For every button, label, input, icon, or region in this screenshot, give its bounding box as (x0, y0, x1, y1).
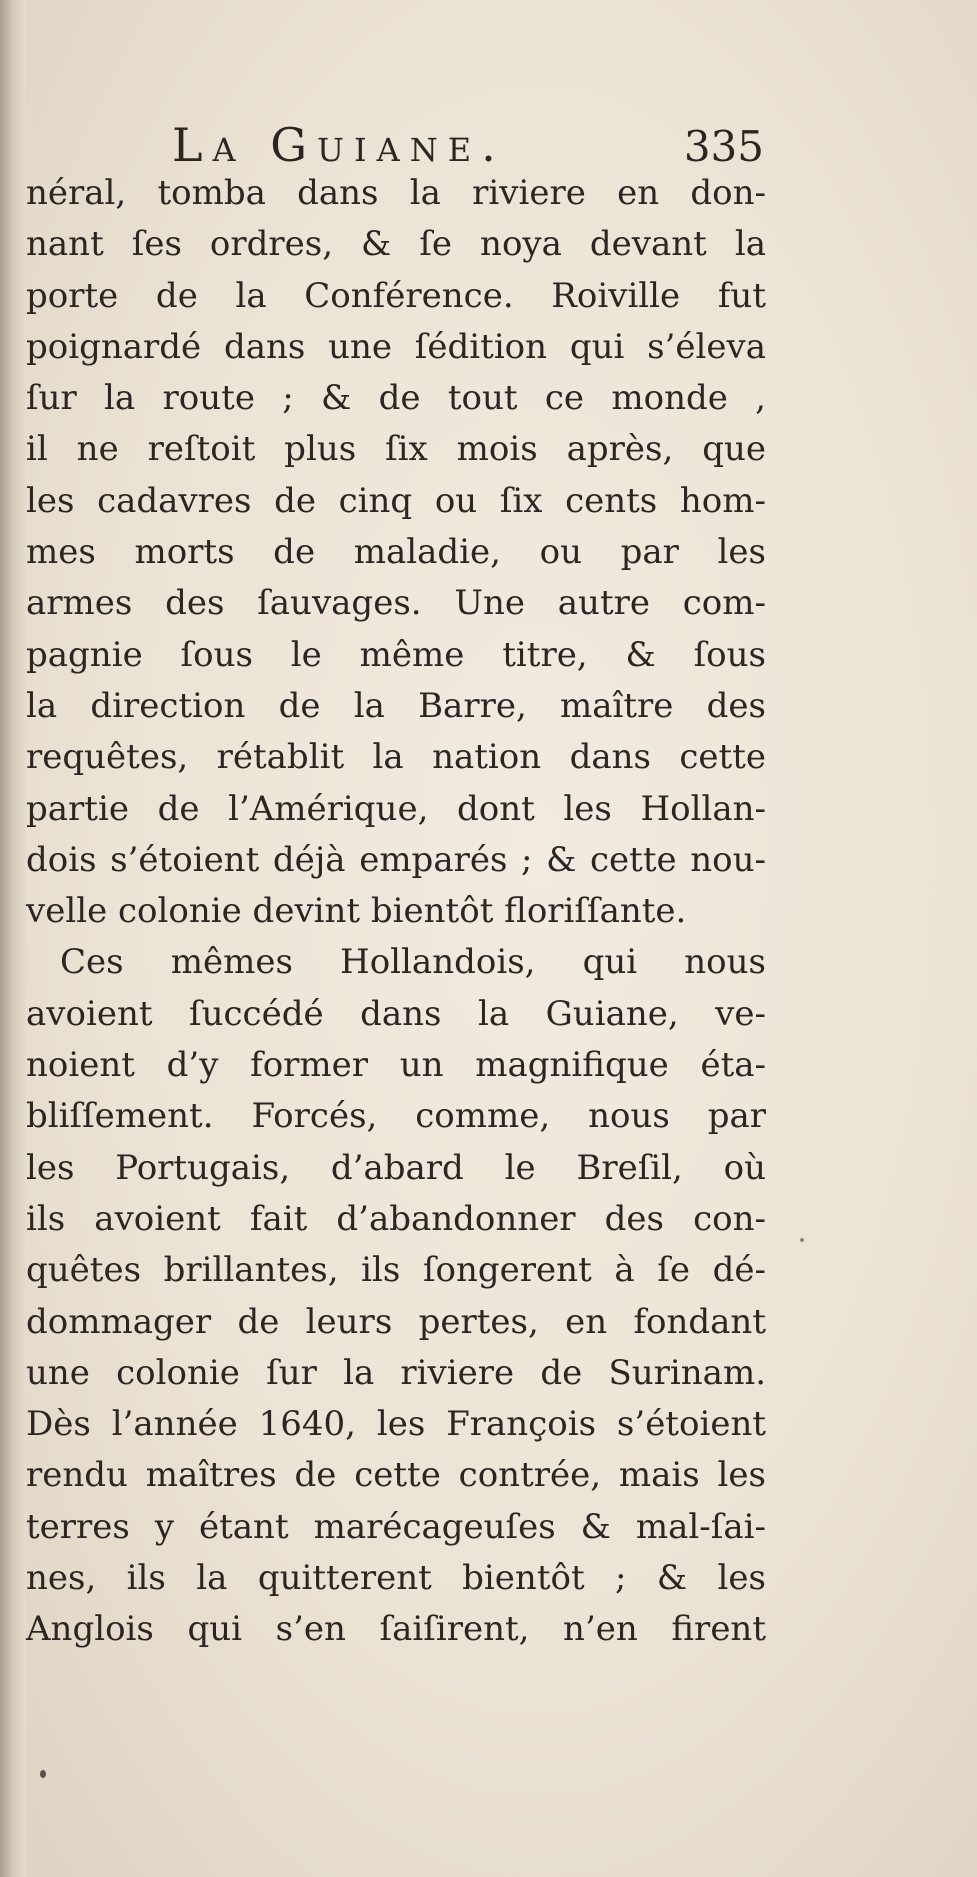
text-line: la direction de la Barre, maître des (26, 685, 766, 726)
running-title: La Guiane. (172, 118, 506, 172)
text-line: porte de la Conférence. Roiville fut (26, 275, 766, 316)
text-line: terres y étant marécageuſes & mal-ſai- (26, 1506, 766, 1547)
text-line: nes, ils la quitterent bientôt ; & les (26, 1558, 766, 1599)
ink-speck (800, 1238, 804, 1242)
text-line: les Portugais, d’abard le Breſil, où (26, 1147, 766, 1188)
text-line: poignardé dans une ſédition qui s’éleva (26, 326, 766, 367)
text-line: noient d’y former un magnifique éta- (26, 1045, 766, 1086)
text-line: bliſſement. Forcés, comme, nous par (26, 1096, 766, 1137)
text-line: dommager de leurs pertes, en fondant (26, 1301, 766, 1342)
text-line: velle colonie devint bientôt floriſſante. (26, 891, 687, 932)
text-line: nant ſes ordres, & ſe noya devant la (26, 224, 766, 265)
ink-speck (40, 1770, 46, 1778)
text-line: dois s’étoient déjà emparés ; & cette nou- (26, 839, 766, 880)
text-line: il ne reſtoit plus ſix mois après, que (26, 429, 766, 470)
text-line: Anglois qui s’en ſaiſirent, n’en firent (26, 1609, 766, 1650)
page-number: 335 (683, 122, 764, 171)
text-line: les cadavres de cinq ou ſix cents hom- (26, 480, 766, 521)
text-line: Ces mêmes Hollandois, qui nous (60, 942, 766, 983)
text-line: rendu maîtres de cette contrée, mais les (26, 1455, 766, 1496)
text-line: avoient ſuccédé dans la Guiane, ve- (26, 993, 766, 1034)
text-line: pagnie ſous le même titre, & ſous (26, 634, 766, 675)
text-line: ſur la route ; & de tout ce monde , (26, 378, 766, 419)
text-line: quêtes brillantes, ils ſongerent à ſe dé- (26, 1250, 766, 1291)
page-gutter (0, 0, 26, 1877)
text-line: mes morts de maladie, ou par les (26, 532, 766, 573)
body-text (26, 168, 766, 1656)
text-line: néral, tomba dans la riviere en don- (26, 173, 766, 213)
text-line: partie de l’Amérique, dont les Hollan- (26, 788, 766, 829)
text-line: armes des ſauvages. Une autre com- (26, 583, 766, 624)
text-line: requêtes, rétablit la nation dans cette (26, 737, 766, 778)
text-line: Dès l’année 1640, les François s’étoient (26, 1404, 766, 1445)
text-line: ils avoient fait d’abandonner des con- (26, 1198, 766, 1239)
text-line: une colonie ſur la riviere de Surinam. (26, 1352, 766, 1393)
